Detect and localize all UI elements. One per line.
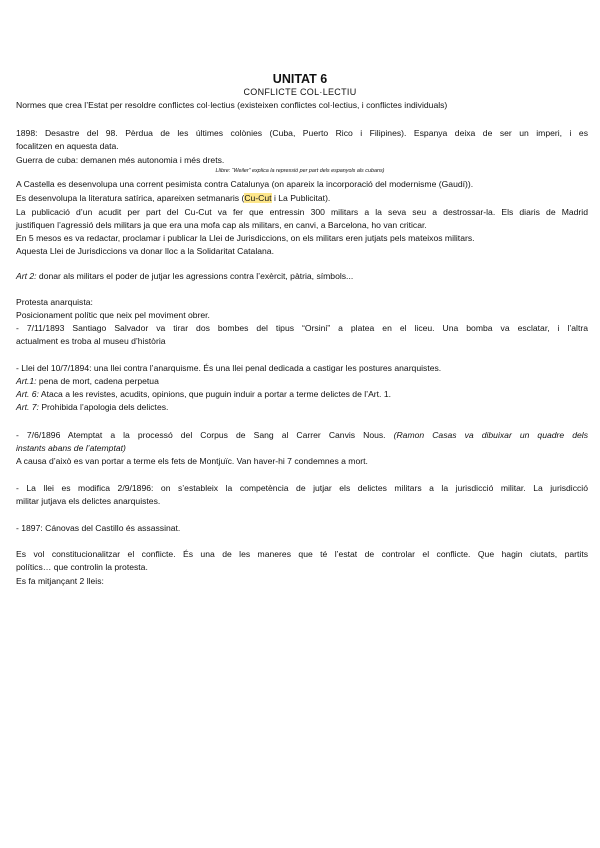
text-line: Aquesta Llei de Jurisdiccions va donar lloc a la Solidaritat Catalana. bbox=[16, 246, 274, 256]
article-label: Art 2: bbox=[16, 271, 37, 281]
text-line: - Llei del 10/7/1894: una llei contra l’anarquisme. És una llei penal dedicada a castigar les postures anarquistes. bbox=[16, 363, 442, 373]
text-line: justifiquen l’agressió dels militars ja que era una mofa cap als militars, en canvi, a Barcelona, ho van criticar. bbox=[16, 220, 427, 230]
text-line bbox=[16, 430, 588, 441]
book-note: Llibre: “Weiler” explica la repressió per part dels espanyols als cubans) bbox=[215, 168, 385, 174]
text-line: - La llei es modifica 2/9/1896: on s’estableix la competència de jutjar els delictes militars a la jurisdicció militar. La jurisdicció bbox=[16, 483, 588, 493]
text-line: La publicació d’un acudit per part del Cu-Cut va fer que entressin 300 militars a la seva seu a destrossar-la. Els diaris de Madrid bbox=[16, 207, 588, 217]
text-line: Es fa mitjançant 2 lleis: bbox=[16, 576, 104, 586]
text-line: focalitzen en aquesta data. bbox=[16, 141, 119, 151]
article-line bbox=[16, 271, 588, 282]
article-label: Art. 6: bbox=[16, 389, 39, 399]
text-fragment: - 7/6/1896 Atemptat a la processó del Corpus de Sang al Carrer Canvis Nous. bbox=[16, 430, 394, 440]
text-line: Es vol constitucionalitzar el conflicte. És una de les maneres que té l’estat de controlar el conflicte. Que hagin ciutats, partits bbox=[16, 549, 588, 559]
text-line: actualment es troba al museu d’història bbox=[16, 336, 166, 346]
text-line: A Castella es desenvolupa una corrent pesimista contra Catalunya (on apareix la incorporació del modernisme (Gaudí)). bbox=[16, 179, 474, 189]
text-fragment: i La Publicitat). bbox=[271, 193, 331, 203]
article-line bbox=[16, 402, 588, 413]
page-title: UNITAT 6 bbox=[272, 72, 328, 86]
italic-fragment: instants abans de l’atemptat) bbox=[16, 443, 126, 453]
text-line: Guerra de cuba: demanen més autonomia i més drets. bbox=[16, 155, 225, 165]
article-line bbox=[16, 376, 588, 387]
article-label: Art. 7: bbox=[16, 402, 39, 412]
text-line: 1898: Desastre del 98. Pèrdua de les últimes colònies (Cuba, Puerto Rico i Filipines). Espanya deixa de ser un imperi, i es bbox=[16, 128, 588, 138]
italic-fragment: (Ramon Casas va dibuixar un quadre dels bbox=[393, 430, 588, 440]
article-text: pena de mort, cadena perpetua bbox=[36, 376, 159, 386]
page-subtitle: CONFLICTE COL·LECTIU bbox=[243, 87, 357, 97]
highlighted-text: Cu-Cut bbox=[244, 193, 272, 203]
intro-line: Normes que crea l’Estat per resoldre conflictes col·lectius (existeixen conflictes col·lectius, i conflictes individuals) bbox=[16, 100, 448, 110]
text-line: militar jutjava els delictes anarquistes. bbox=[16, 496, 161, 506]
article-line bbox=[16, 389, 588, 400]
article-text: donar als militars el poder de jutjar les agressions contra l’exèrcit, pàtria, símbols... bbox=[36, 271, 354, 281]
text-line: Posicionament polític que neix pel moviment obrer. bbox=[16, 310, 210, 320]
article-text: Ataca a les revistes, acudits, opinions, que puguin induir a portar a terme delictes de l’Art. 1. bbox=[38, 389, 391, 399]
text-line: A causa d’això es van portar a terme els fets de Montjuïc. Van haver-hi 7 condemnes a mort. bbox=[16, 456, 368, 466]
text-line bbox=[16, 193, 588, 204]
text-fragment: Es desenvolupa la literatura satírica, apareixen setmanaris ( bbox=[16, 193, 245, 203]
text-line: En 5 mesos es va redactar, proclamar i publicar la Llei de Jurisdiccions, on els militars eren jutjats pels mateixos militars. bbox=[16, 233, 475, 243]
text-line: polítics… que controlin la protesta. bbox=[16, 562, 148, 572]
text-line: - 1897: Cánovas del Castillo és assassinat. bbox=[16, 523, 181, 533]
text-line: Protesta anarquista: bbox=[16, 297, 93, 307]
article-label: Art.1: bbox=[16, 376, 37, 386]
article-text: Prohibida l’apologia dels delictes. bbox=[38, 402, 169, 412]
text-line: - 7/11/1893 Santiago Salvador va tirar dos bombes del tipus “Orsini” a platea en el liceu. Una bomba va esclatar, i l’altra bbox=[16, 323, 588, 333]
text-line bbox=[16, 443, 588, 454]
